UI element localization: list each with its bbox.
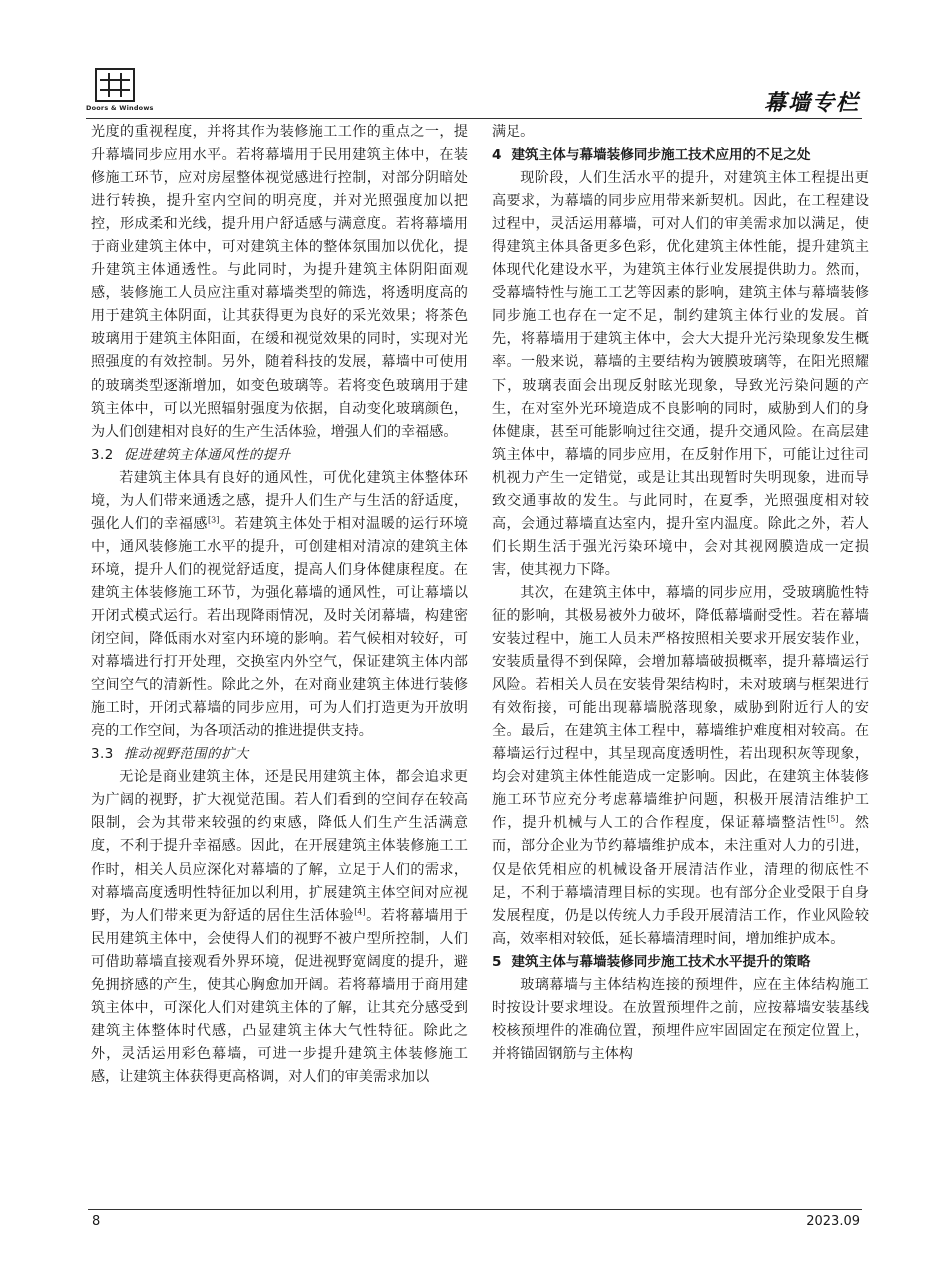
body-paragraph: 若建筑主体具有良好的通风性，可优化建筑主体整体环境，为人们带来通透之感，提升人们生产与生活的舒适度，强化人们的幸福感[3]。若建筑主体处于相对温暖的运行环境中，通风装修施工水平的提升，可创建相对清凉的建筑主体环境，提升人们的视觉舒适度，提高人们身体健康程度。在建筑主体装修施工环节，为强化幕墙的通风性，可让幕墙以开闭式模式运行。若出现降雨情况，及时关闭幕墙，构建密闭空间，降低雨水对室内环境的影响。若气候相对较好，可对幕墙进行打开处理，交换室内外空气，保证建筑主体内部空间空气的清新性。除此之外，在对商业建筑主体进行装修施工时，开闭式幕墙的同步应用，可为人们打造更为开放明亮的工作空间，为各项活动的推进提供支持。 (91, 469, 469, 740)
citation-ref: [4] (354, 906, 366, 916)
citation-ref: [3] (208, 515, 220, 525)
body-paragraph: 满足。 (492, 124, 535, 140)
body-paragraph: 无论是商业建筑主体，还是民用建筑主体，都会追求更为广阔的视野，扩大视觉范围。若人们看到的空间存在较高限制，会为其带来较强的约束感，降低人们生产生活满意度，不利于提升幸福感。因此，在开展建筑主体装修施工工作时，相关人员应深化对幕墙的了解，立足于人们的需求，对幕墙高度透明性特征加以利用，扩展建筑主体空间对应视野，为人们带来更为舒适的居住生活体验[4]。若将幕墙用于民用建筑主体中，会使得人们的视野不被户型所控制，人们可借助幕墙直接观看外界环境，促进视野宽阔度的提升，避免拥挤感的产生，使其心胸愈加开阔。若将幕墙用于商用建筑主体中，可深化人们对建筑主体的了解，让其充分感受到建筑主体整体时代感，凸显建筑主体大气性特征。除此之外，灵活运用彩色幕墙，可进一步提升建筑主体装修施工感，让建筑主体获得更高格调，对人们的审美需求加以 (91, 769, 469, 1085)
section-heading-5: 5 建筑主体与幕墙装修同步施工技术水平提升的策略 (492, 953, 811, 970)
right-column (492, 121, 869, 1066)
footer-rule (88, 1209, 862, 1210)
logo-text: Doors & Windows (86, 104, 154, 112)
subsection-heading-3-3: 3.3 推动视野范围的扩大 (91, 747, 249, 763)
subsection-heading-3-2: 3.2 促进建筑主体通风性的提升 (91, 447, 291, 463)
section-heading-4: 4 建筑主体与幕墙装修同步施工技术应用的不足之处 (492, 147, 811, 164)
section-title: 幕墙专栏 (763, 90, 860, 116)
body-paragraph: 现阶段，人们生活水平的提升，对建筑主体工程提出更高要求，为幕墙的同步应用带来新契机。因此，在工程建设过程中，灵活运用幕墙，可对人们的审美需求加以满足，使得建筑主体具备更多色彩，优化建筑主体性能，提升建筑主体现代化建设水平，为建筑主体行业发展提供助力。然而，受幕墙特性与施工工艺等因素的影响，建筑主体与幕墙装修同步施工也存在一定不足，制约建筑主体行业的发展。首先，将幕墙用于建筑主体中，会大大提升光污染现象发生概率。一般来说，幕墙的主要结构为镀膜玻璃等，在阳光照耀下，玻璃表面会出现反射眩光现象，导致光污染问题的产生，在对室外光环境造成不良影响的同时，威胁到人们的身体健康，甚至可能影响过往交通，提升交通风险。在高层建筑主体中，幕墙的同步应用，在反射作用下，可能让过往司机视力产生一定错觉，或是让其出现暂时失明现象，进而导致交通事故的发生。与此同时，在夏季，光照强度相对较高，会通过幕墙直达室内，提升室内温度。除此之外，若人们长期生活于强光污染环境中，会对其视网膜造成一定损害，使其视力下降。 (492, 170, 869, 578)
citation-ref: [5] (827, 814, 839, 824)
window-frame-icon (95, 68, 135, 102)
body-paragraph: 玻璃幕墙与主体结构连接的预埋件，应在主体结构施工时按设计要求埋设。在放置预埋件之前，应按幕墙安装基线校核预埋件的准确位置，预埋件应牢固固定在预定位置上，并将锚固钢筋与主体构 (492, 976, 869, 1062)
body-paragraph: 其次，在建筑主体中，幕墙的同步应用，受玻璃脆性特征的影响，其极易被外力破坏，降低幕墙耐受性。若在幕墙安装过程中，施工人员未严格按照相关要求开展安装作业，安装质量得不到保障，会增加幕墙破损概率，提升幕墙运行风险。若相关人员在安装骨架结构时，未对玻璃与框架进行有效衔接，可能出现幕墙脱落现象，威胁到附近行人的安全。最后，在建筑主体工程中，幕墙维护难度相对较高。在幕墙运行过程中，其呈现高度透明性，若出现积灰等现象，均会对建筑主体性能造成一定影响。因此，在建筑主体装修施工环节应充分考虑幕墙维护问题，积极开展清洁维护工作，提升机械与人工的合作程度，保证幕墙整洁性[5]。然而，部分企业为节约幕墙维护成本，未注重对人力的引进，仅是依凭相应的机械设备开展清洁作业，清理的彻底性不足，不利于幕墙清理目标的实现。也有部分企业受限于自身发展程度，仍是以传统人力手段开展清洁工作，作业风险较高，效率相对较低，延长幕墙清理时间，增加维护成本。 (492, 584, 870, 947)
page-number: 8 (92, 1214, 101, 1229)
issue-date: 2023.09 (806, 1214, 860, 1229)
body-paragraph: 光度的重视程度，并将其作为装修施工工作的重点之一，提升幕墙同步应用水平。若将幕墙用于民用建筑主体中，在装修施工环节，应对房屋整体视觉感进行控制，对部分阴暗处进行转换，提升室内空间的明亮度，并对光照强度加以把控，形成柔和光线，提升用户舒适感与满意度。若将幕墙用于商业建筑主体中，可对建筑主体的整体氛围加以优化，提升建筑主体通透性。与此同时，为提升建筑主体阴阳面观感，装修施工人员应注重对幕墙类型的筛选，将透明度高的用于建筑主体阴面，让其获得更为良好的采光效果；将茶色玻璃用于建筑主体阳面，在缓和视觉效果的同时，实现对光照强度的有效控制。另外，随着科技的发展，幕墙中可使用的玻璃类型逐渐增加，如变色玻璃等。若将变色玻璃用于建筑主体中，可以光照辐射强度为依据，自动变化玻璃颜色，为人们创建相对良好的生产生活体验，增强人们的幸福感。 (91, 124, 468, 440)
header-rule (86, 118, 862, 119)
doors-windows-logo (86, 68, 172, 112)
left-column (91, 121, 468, 1089)
page-header (0, 0, 950, 120)
